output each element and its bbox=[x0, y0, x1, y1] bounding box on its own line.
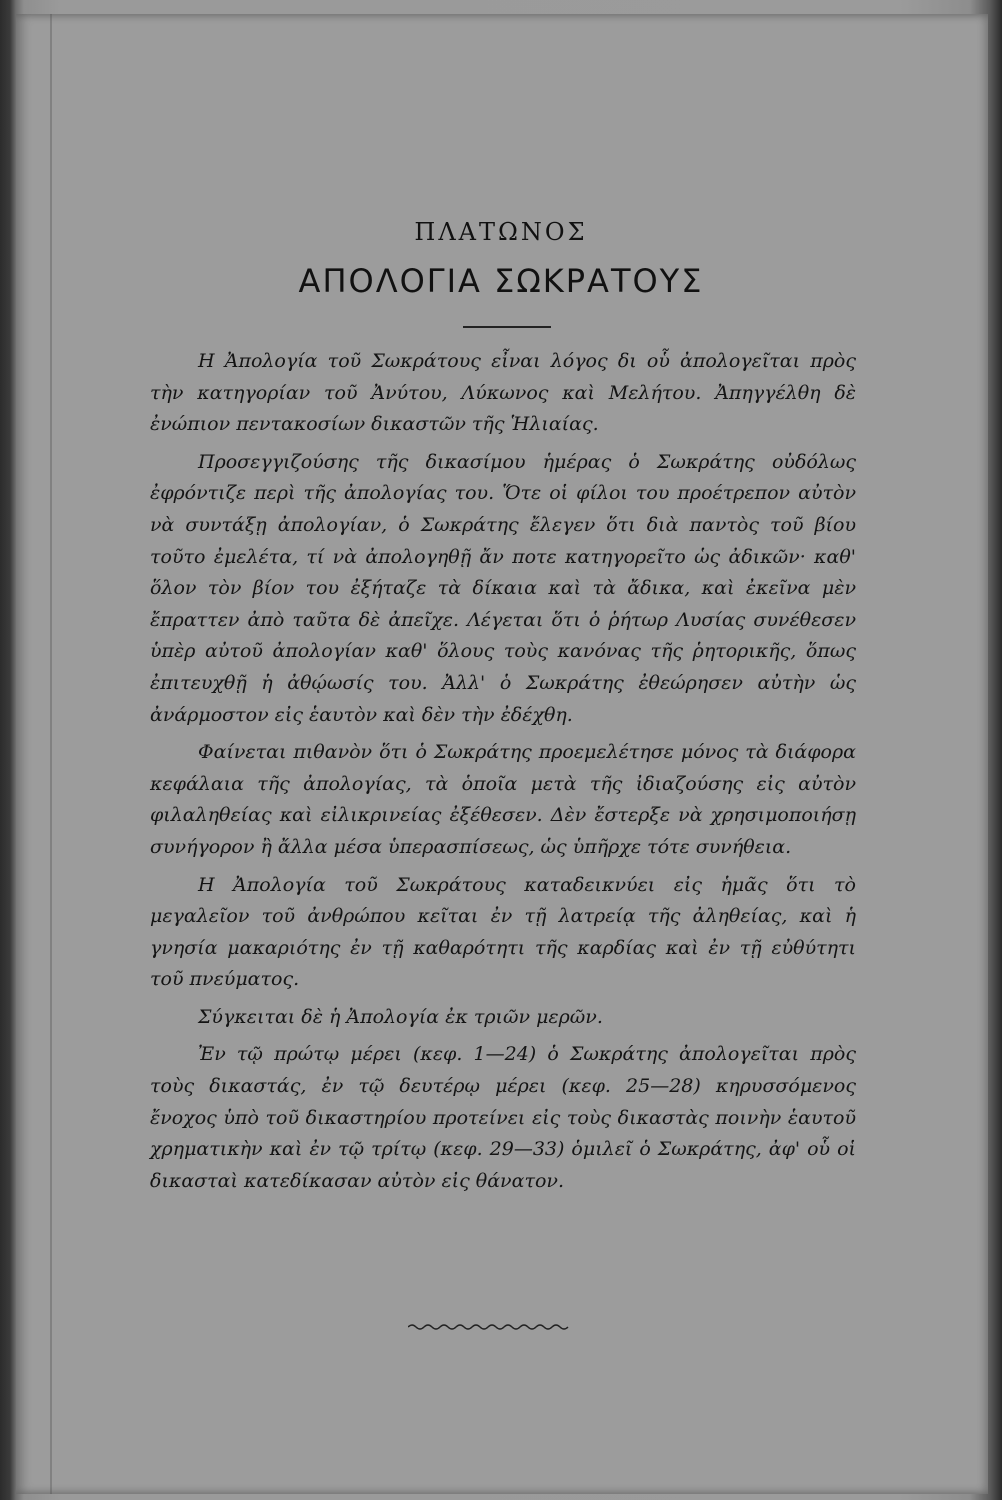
title-divider bbox=[463, 326, 551, 328]
paragraph-4: Η Ἀπολογία τοῦ Σωκράτους καταδεικνύει εἰς ἡμᾶς ὅτι τὸ μεγαλεῖον τοῦ ἀνθρώπου κεῖται ἐν τῇ λατρείᾳ τῆς ἀληθείας, καὶ ἡ γνησία μακαριότης ἐν τῇ καθαρότητι τῆς καρδίας καὶ ἐν τῇ εὐθύτητι τοῦ πνεύματος. bbox=[150, 873, 856, 991]
wavy-ornament bbox=[408, 1322, 572, 1332]
paragraph-3: Φαίνεται πιθανὸν ὅτι ὁ Σωκράτης προεμελέτησε μόνος τὰ διάφορα κεφάλαια τῆς ἀπολογίας, τὰ ὁποῖα μετὰ τῆς ἰδιαζούσης εἰς αὐτὸν φιλαληθείας καὶ εἰλικρινείας ἐξέθεσεν. Δὲν ἔστερξε νὰ χρησιμοποιήσῃ συνήγορον ἢ ἄλλα μέσα ὑπερασπίσεως, ὡς ὑπῆρχε τότε συνήθεια. bbox=[150, 741, 856, 858]
author-heading: ΠΛΑΤΩΝΟΣ bbox=[414, 218, 588, 246]
paragraph-6: Ἐν τῷ πρώτῳ μέρει (κεφ. 1—24) ὁ Σωκράτης ἀπολογεῖται πρὸς τοὺς δικαστάς, ἐν τῷ δευτέρῳ μέρει (κεφ. 25—28) κηρυσσόμενος ἔνοχος ὑπὸ τοῦ δικαστηρίου προτείνει εἰς τοὺς δικαστὰς ποινὴν ἑαυτοῦ χρηματικὴν καὶ ἐν τῷ τρίτῳ (κεφ. 29—33) ὁμιλεῖ ὁ Σωκράτης, ἀφ' οὗ οἱ δικασταὶ κατεδίκασαν αὐτὸν εἰς θάνατον. bbox=[150, 1043, 856, 1192]
body-text bbox=[150, 346, 856, 1197]
page-title: ΑΠΟΛΟΓΙΑ ΣΩΚΡΑΤΟΥΣ bbox=[298, 262, 704, 300]
paragraph-1: Η Ἀπολογία τοῦ Σωκράτους εἶναι λόγος δι οὗ ἀπολογεῖται πρὸς τὴν κατηγορίαν τοῦ Ἀνύτου, Λύκωνος καὶ Μελήτου. Ἀπηγγέλθη δὲ ἐνώπιον πεντακοσίων δικαστῶν τῆς Ἡλιαίας. bbox=[150, 350, 856, 436]
paragraph-2: Προσεγγιζούσης τῆς δικασίμου ἡμέρας ὁ Σωκράτης οὐδόλως ἐφρόντιζε περὶ τῆς ἀπολογίας του. Ὅτε οἱ φίλοι του προέτρεπον αὐτὸν νὰ συντάξῃ ἀπολογίαν, ὁ Σωκράτης ἔλεγεν ὅτι διὰ παντὸς τοῦ βίου τοῦτο ἐμελέτα, τί νὰ ἀπολογηθῇ ἄν ποτε κατηγορεῖτο ὡς ἀδικῶν· καθ' ὅλον τὸν βίον του ἐξήταζε τὰ δίκαια καὶ τὰ ἄδικα, καὶ ἐκεῖνα μὲν ἔπραττεν ἀπὸ ταῦτα δὲ ἀπεῖχε. Λέγεται ὅτι ὁ ῥήτωρ Λυσίας συνέθεσεν ὑπὲρ αὐτοῦ ἀπολογίαν καθ' ὅλους τοὺς κανόνας τῆς ῥητορικῆς, ὅπως ἐπιτευχθῇ ἡ ἀθῴωσίς του. Ἀλλ' ὁ Σωκράτης ἐθεώρησεν αὐτὴν ὡς ἀνάρμοστον εἰς ἑαυτὸν καὶ δὲν τὴν ἐδέχθη. bbox=[150, 450, 856, 726]
paragraph-5: Σύγκειται δὲ ἡ Ἀπολογία ἐκ τριῶν μερῶν. bbox=[198, 1005, 603, 1028]
